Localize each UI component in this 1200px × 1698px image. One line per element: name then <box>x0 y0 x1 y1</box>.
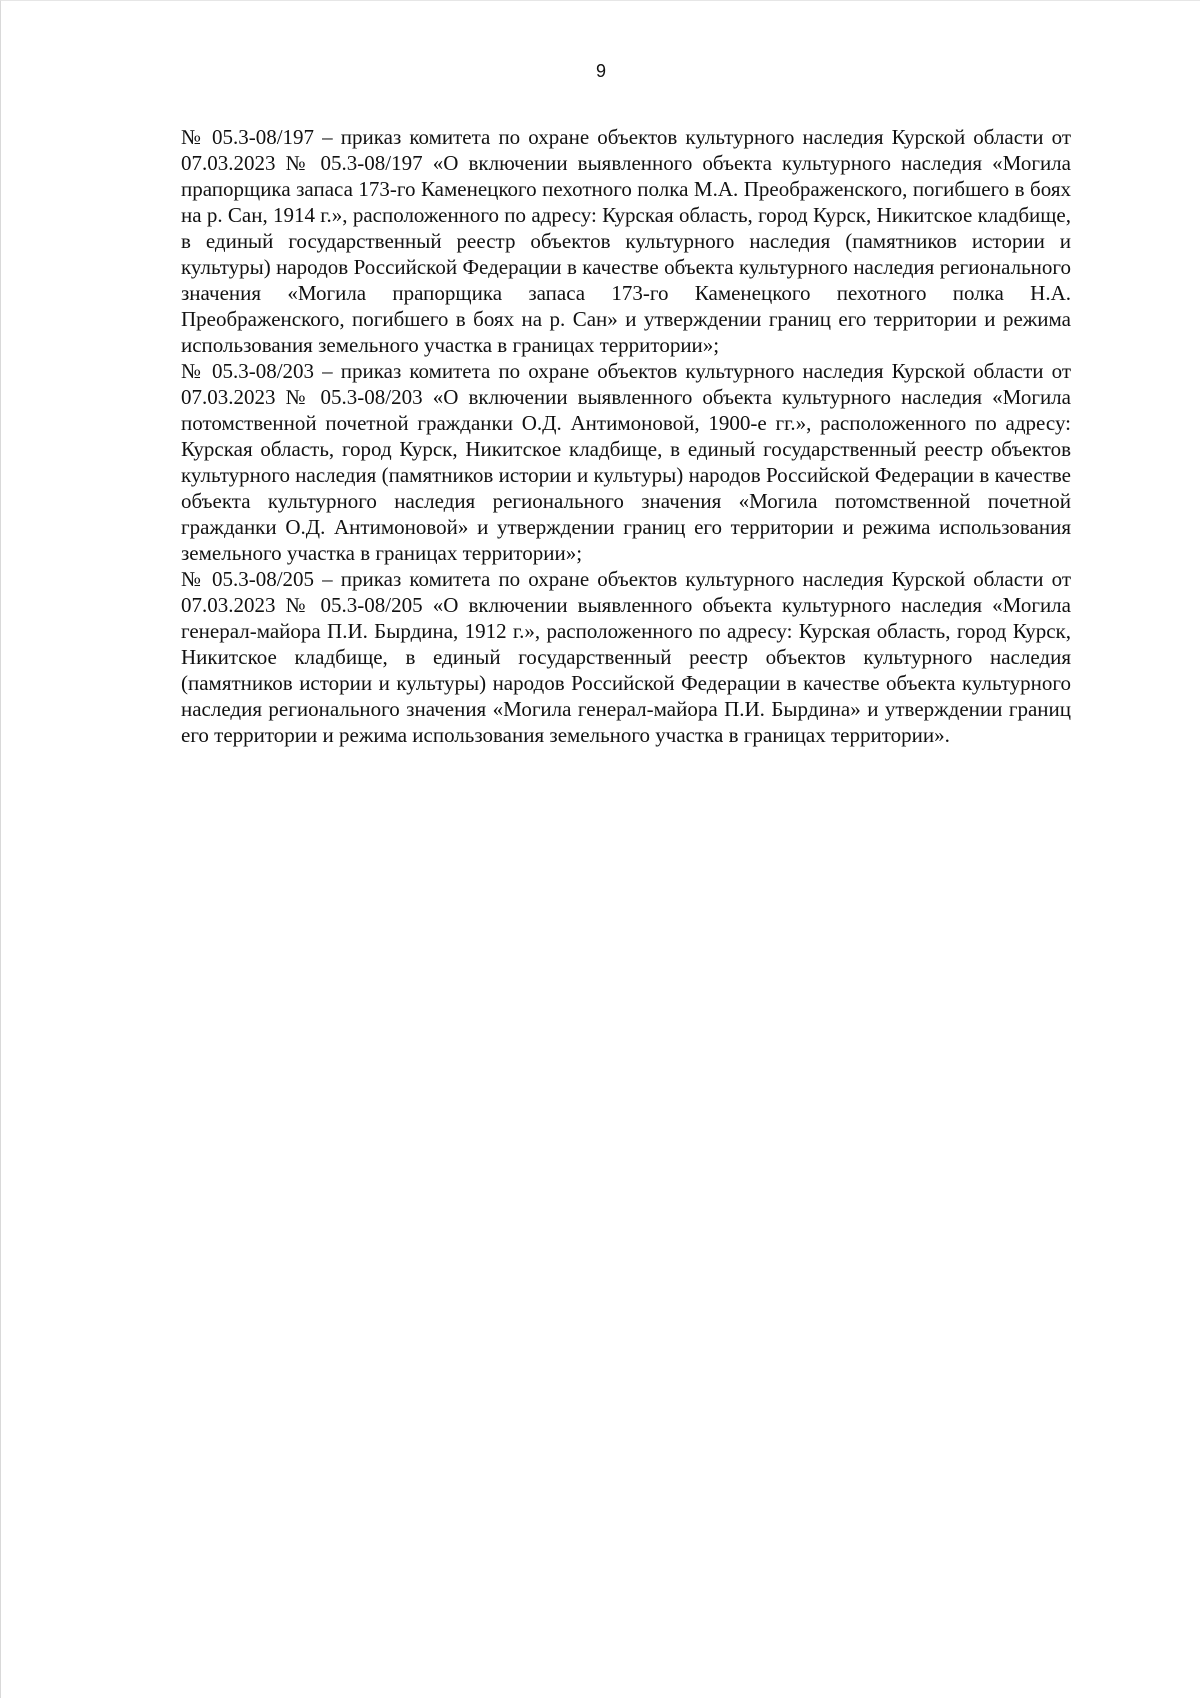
page-number: 9 <box>595 61 606 81</box>
order-entry-197: № 05.3-08/197 – приказ комитета по охране объектов культурного наследия Курской области от 07.03.2023 № 05.3-08/197 «О включении выявленного объекта культурного наследия «Могила прапорщика запаса 173-го Каменецкого пехотного полка М.А. Преображенского, погибшего в боях на р. Сан, 1914 г.», расположенного по адресу: Курская область, город Курск, Никитское кладбище, в единый государственный реестр объектов культурного наследия (памятников истории и культуры) народов Российской Федерации в качестве объекта культурного наследия регионального значения «Могила прапорщика запаса 173-го Каменецкого пехотного полка Н.А. Преображенского, погибшего в боях на р. Сан» и утверждении границ его территории и режима использования земельного участка в границах территории»; <box>181 125 1071 357</box>
order-entry-203: № 05.3-08/203 – приказ комитета по охране объектов культурного наследия Курской области от 07.03.2023 № 05.3-08/203 «О включении выявленного объекта культурного наследия «Могила потомственной почетной гражданки О.Д. Антимоновой, 1900-е гг.», расположенного по адресу: Курская область, город Курск, Никитское кладбище, в единый государственный реестр объектов культурного наследия (памятников истории и культуры) народов Российской Федерации в качестве объекта культурного наследия регионального значения «Могила потомственной почетной гражданки О.Д. Антимоновой» и утверждении границ его территории и режима использования земельного участка в границах территории»; <box>181 359 1071 565</box>
document-body <box>181 124 1071 748</box>
order-entry-205: № 05.3-08/205 – приказ комитета по охране объектов культурного наследия Курской области от 07.03.2023 № 05.3-08/205 «О включении выявленного объекта культурного наследия «Могила генерал-майора П.И. Бырдина, 1912 г.», расположенного по адресу: Курская область, город Курск, Никитское кладбище, в единый государственный реестр объектов культурного наследия (памятников истории и культуры) народов Российской Федерации в качестве объекта культурного наследия регионального значения «Могила генерал-майора П.И. Бырдина» и утверждении границ его территории и режима использования земельного участка в границах территории». <box>181 567 1071 747</box>
